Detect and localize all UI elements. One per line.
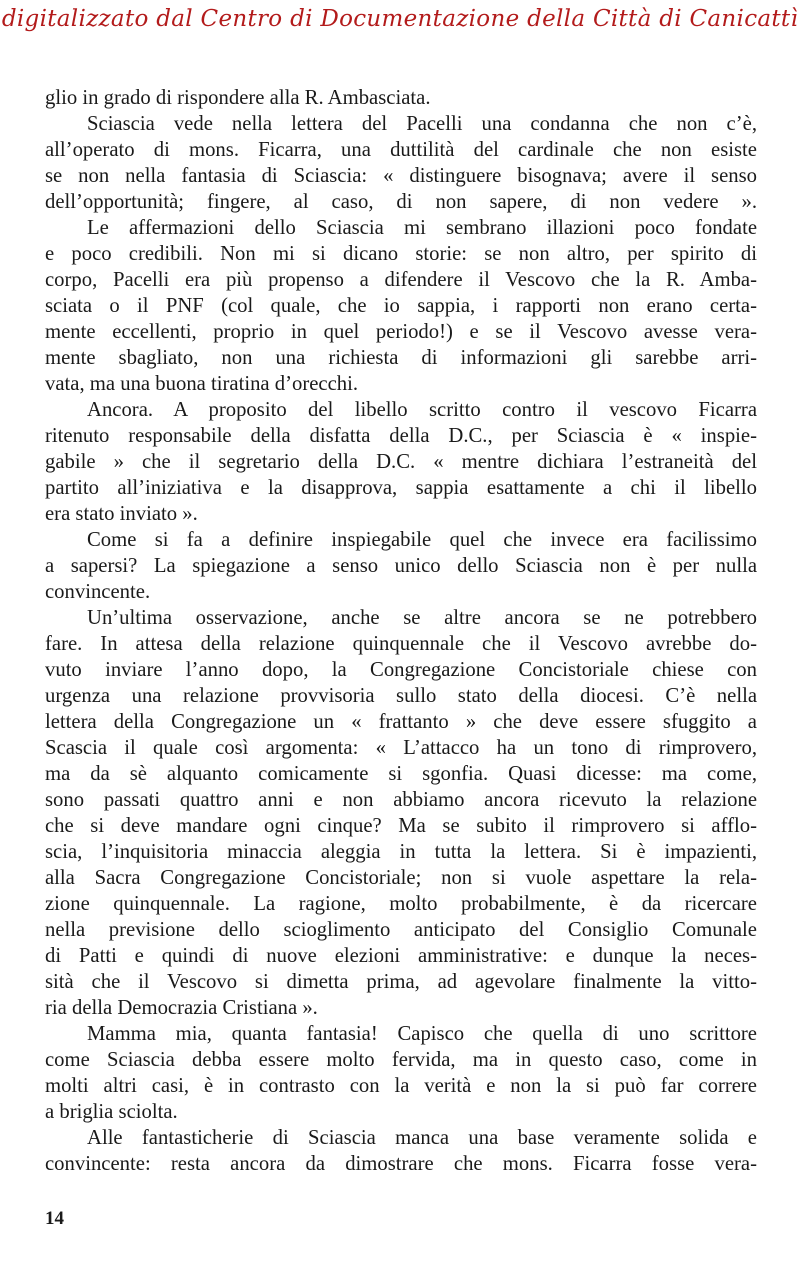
text-line: dell’opportunità; fingere, al caso, di non sapere, di non vedere ».: [45, 191, 757, 213]
text-line: gabile » che il segretario della D.C. « mentre dichiara l’estraneità del: [45, 451, 757, 473]
text-line: nella previsione dello scioglimento anticipato del Consiglio Comunale: [45, 919, 757, 941]
text-line: sono passati quattro anni e non abbiamo ancora ricevuto la relazione: [45, 789, 757, 811]
text-line: fare. In attesa della relazione quinquennale che il Vescovo avrebbe do-: [45, 633, 757, 655]
text-line: se non nella fantasia di Sciascia: « distinguere bisognava; avere il senso: [45, 165, 757, 187]
text-line: Un’ultima osservazione, anche se altre ancora se ne potrebbero: [87, 607, 757, 629]
text-line: a briglia sciolta.: [45, 1101, 178, 1123]
text-line: alla Sacra Congregazione Concistoriale; non si vuole aspettare la rela-: [45, 867, 757, 889]
text-line: ma da sè alquanto comicamente si sgonfia. Quasi dicesse: ma come,: [45, 763, 757, 785]
text-line: Scascia il quale così argomenta: « L’attacco ha un tono di rimprovero,: [45, 737, 757, 759]
text-line: Alle fantasticherie di Sciascia manca una base veramente solida e: [87, 1127, 757, 1149]
text-line: all’operato di mons. Ficarra, una duttilità del cardinale che non esiste: [45, 139, 757, 161]
text-line: Sciascia vede nella lettera del Pacelli una condanna che non c’è,: [87, 113, 757, 135]
text-line: vata, ma una buona tiratina d’orecchi.: [45, 373, 359, 395]
text-line: di Patti e quindi di nuove elezioni amministrative: e dunque la neces-: [45, 945, 757, 967]
text-line: come Sciascia debba essere molto fervida, ma in questo caso, come in: [45, 1049, 757, 1071]
text-line: vuto inviare l’anno dopo, la Congregazione Concistoriale chiese con: [45, 659, 757, 681]
text-line: e poco credibili. Non mi si dicano storie: se non altro, per spirito di: [45, 243, 757, 265]
page-number: 14: [45, 1208, 64, 1229]
text-line: glio in grado di rispondere alla R. Ambasciata.: [45, 87, 431, 109]
text-line: scia, l’inquisitoria minaccia aleggia in tutta la lettera. Si è impazienti,: [45, 841, 757, 863]
text-line: mente sbagliato, non una richiesta di informazioni gli sarebbe arri-: [45, 347, 757, 369]
text-line: urgenza una relazione provvisoria sullo stato della diocesi. C’è nella: [45, 685, 757, 707]
text-line: a sapersi? La spiegazione a senso unico dello Sciascia non è per nulla: [45, 555, 757, 577]
page-body-text: [45, 85, 757, 1177]
text-line: convincente.: [45, 581, 151, 603]
text-line: lettera della Congregazione un « frattanto » che deve essere sfuggito a: [45, 711, 757, 733]
text-line: ria della Democrazia Cristiana ».: [45, 997, 318, 1019]
text-line: mente eccellenti, proprio in quel periodo!) e se il Vescovo avesse vera-: [45, 321, 757, 343]
text-line: corpo, Pacelli era più propenso a difendere il Vescovo che la R. Amba-: [45, 269, 757, 291]
text-line: ritenuto responsabile della disfatta della D.C., per Sciascia è « inspie-: [45, 425, 757, 447]
text-line: Ancora. A proposito del libello scritto contro il vescovo Ficarra: [87, 399, 757, 421]
text-line: che si deve mandare ogni cinque? Ma se subito il rimprovero si afflo-: [45, 815, 757, 837]
text-line: convincente: resta ancora da dimostrare che mons. Ficarra fosse vera-: [45, 1153, 757, 1175]
text-line: Mamma mia, quanta fantasia! Capisco che quella di uno scrittore: [87, 1023, 757, 1045]
digitization-watermark: digitalizzato dal Centro di Documentazione della Città di Canicattì: [1, 6, 799, 32]
text-line: Come si fa a definire inspiegabile quel che invece era facilissimo: [87, 529, 757, 551]
text-line: zione quinquennale. La ragione, molto probabilmente, è da ricercare: [45, 893, 757, 915]
text-line: molti altri casi, è in contrasto con la verità e non la si può far correre: [45, 1075, 757, 1097]
text-line: sciata o il PNF (col quale, che io sappia, i rapporti non erano certa-: [45, 295, 757, 317]
text-line: Le affermazioni dello Sciascia mi sembrano illazioni poco fondate: [87, 217, 757, 239]
text-line: sità che il Vescovo si dimetta prima, ad agevolare finalmente la vitto-: [45, 971, 757, 993]
text-line: partito all’iniziativa e la disapprova, sappia esattamente a chi il libello: [45, 477, 757, 499]
text-line: era stato inviato ».: [45, 503, 198, 525]
